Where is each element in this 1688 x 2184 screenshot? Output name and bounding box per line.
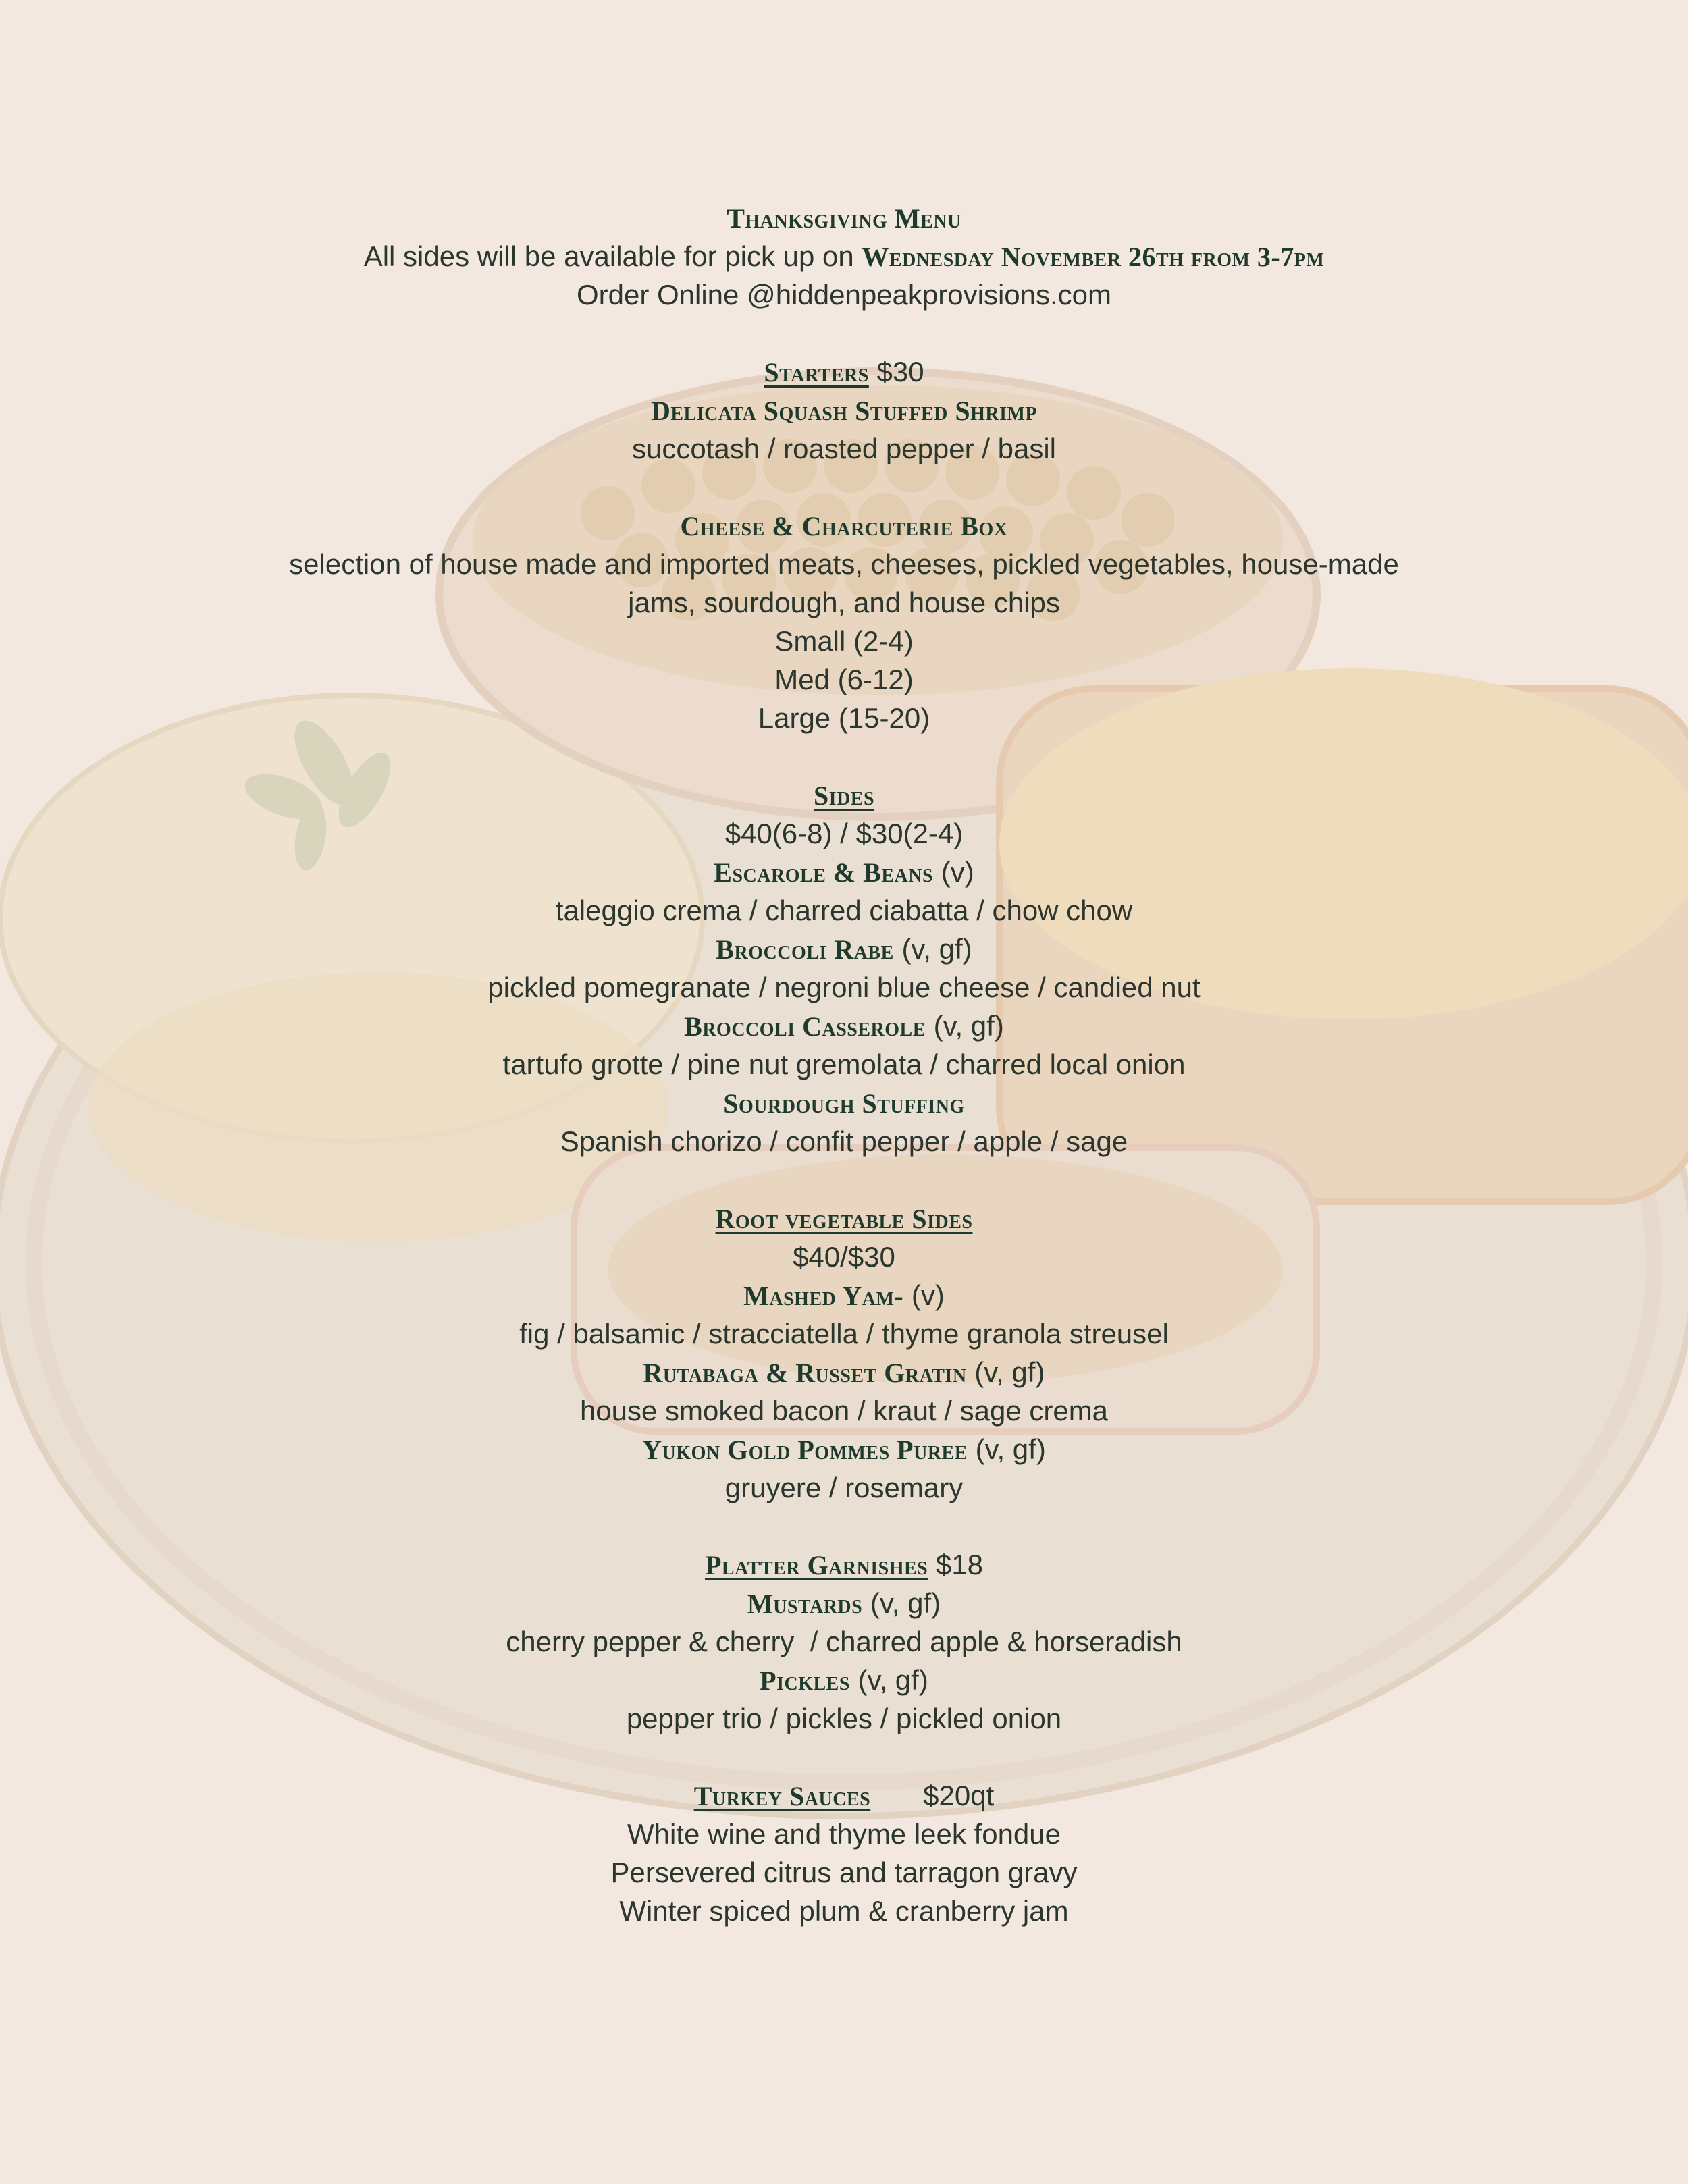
platter-garnishes-price: $18 xyxy=(935,1549,984,1580)
charcuterie-box-description: selection of house made and imported meats, cheeses, pickled vegetables, house-made xyxy=(289,548,1399,580)
item-name: Delicata Squash Stuffed Shrimp xyxy=(650,396,1038,426)
charcuterie-box-description: jams, sourdough, and house chips xyxy=(628,587,1060,618)
item-tags: (v, gf) xyxy=(975,1433,1046,1465)
item-description: taleggio crema / charred ciabatta / chow chow xyxy=(555,895,1133,926)
item-description: cherry pepper & cherry / charred apple & horseradish xyxy=(506,1626,1182,1657)
item-tags: (v) xyxy=(911,1279,945,1311)
starters-heading-line xyxy=(0,352,1688,391)
menu-title: Thanksgiving Menu xyxy=(727,203,961,234)
turkey-sauces-price: $20qt xyxy=(923,1780,995,1811)
item-name: Rutabaga & Russet Gratin xyxy=(643,1358,967,1388)
turkey-sauces-heading: Turkey Sauces xyxy=(693,1781,871,1811)
item-tags: (v, gf) xyxy=(901,933,972,965)
item-name: Broccoli Casserole xyxy=(684,1011,926,1042)
item-tags: (v) xyxy=(941,856,974,888)
box-size: Large (15-20) xyxy=(758,702,930,734)
item-name: Mashed Yam- xyxy=(743,1281,904,1311)
box-size: Med (6-12) xyxy=(774,664,914,695)
item-description: pickled pomegranate / negroni blue cheese / candied nut xyxy=(487,971,1201,1003)
pickup-prefix: All sides will be available for pick up on xyxy=(363,240,854,272)
item-description: Spanish chorizo / confit pepper / apple / sage xyxy=(560,1125,1128,1157)
box-size: Small (2-4) xyxy=(774,625,914,657)
platter-garnishes-heading: Platter Garnishes xyxy=(704,1550,928,1580)
charcuterie-box-name: Cheese & Charcuterie Box xyxy=(680,511,1008,541)
item-description: gruyere / rosemary xyxy=(724,1472,964,1503)
item-name: Broccoli Rabe xyxy=(716,934,894,965)
pickup-date: Wednesday November 26th from 3-7pm xyxy=(862,242,1325,272)
menu-title-line xyxy=(0,198,1688,237)
sauce-item: Persevered citrus and tarragon gravy xyxy=(610,1857,1078,1888)
root-vegetable-sides-heading: Root vegetable Sides xyxy=(715,1204,973,1234)
order-online-text: Order Online @hiddenpeakprovisions.com xyxy=(576,279,1112,311)
item-description: pepper trio / pickles / pickled onion xyxy=(626,1703,1062,1734)
item-name: Sourdough Stuffing xyxy=(723,1088,965,1119)
item-name: Mustards xyxy=(747,1589,863,1619)
item-tags: (v, gf) xyxy=(870,1587,941,1619)
item-description: house smoked bacon / kraut / sage crema xyxy=(579,1395,1109,1427)
item-tags: (v, gf) xyxy=(974,1356,1045,1388)
item-name: Yukon Gold Pommes Puree xyxy=(642,1435,968,1465)
starters-price: $30 xyxy=(876,356,924,388)
item-name: Escarole & Beans xyxy=(714,857,934,888)
menu-content xyxy=(0,198,1688,1930)
pickup-line xyxy=(0,237,1688,275)
item-name: Pickles xyxy=(760,1666,850,1696)
sauce-item: Winter spiced plum & cranberry jam xyxy=(619,1895,1069,1927)
sides-heading: Sides xyxy=(813,780,875,811)
item-description: fig / balsamic / stracciatella / thyme granola streusel xyxy=(519,1318,1169,1350)
item-tags: (v, gf) xyxy=(933,1010,1004,1042)
sides-price: $40(6-8) / $30(2-4) xyxy=(724,818,964,849)
root-vegetable-sides-price: $40/$30 xyxy=(793,1241,895,1273)
starters-heading: Starters xyxy=(764,357,869,388)
item-tags: (v, gf) xyxy=(858,1664,928,1696)
item-description: tartufo grotte / pine nut gremolata / charred local onion xyxy=(502,1048,1186,1080)
sauce-item: White wine and thyme leek fondue xyxy=(627,1818,1061,1850)
item-description: succotash / roasted pepper / basil xyxy=(631,433,1057,464)
